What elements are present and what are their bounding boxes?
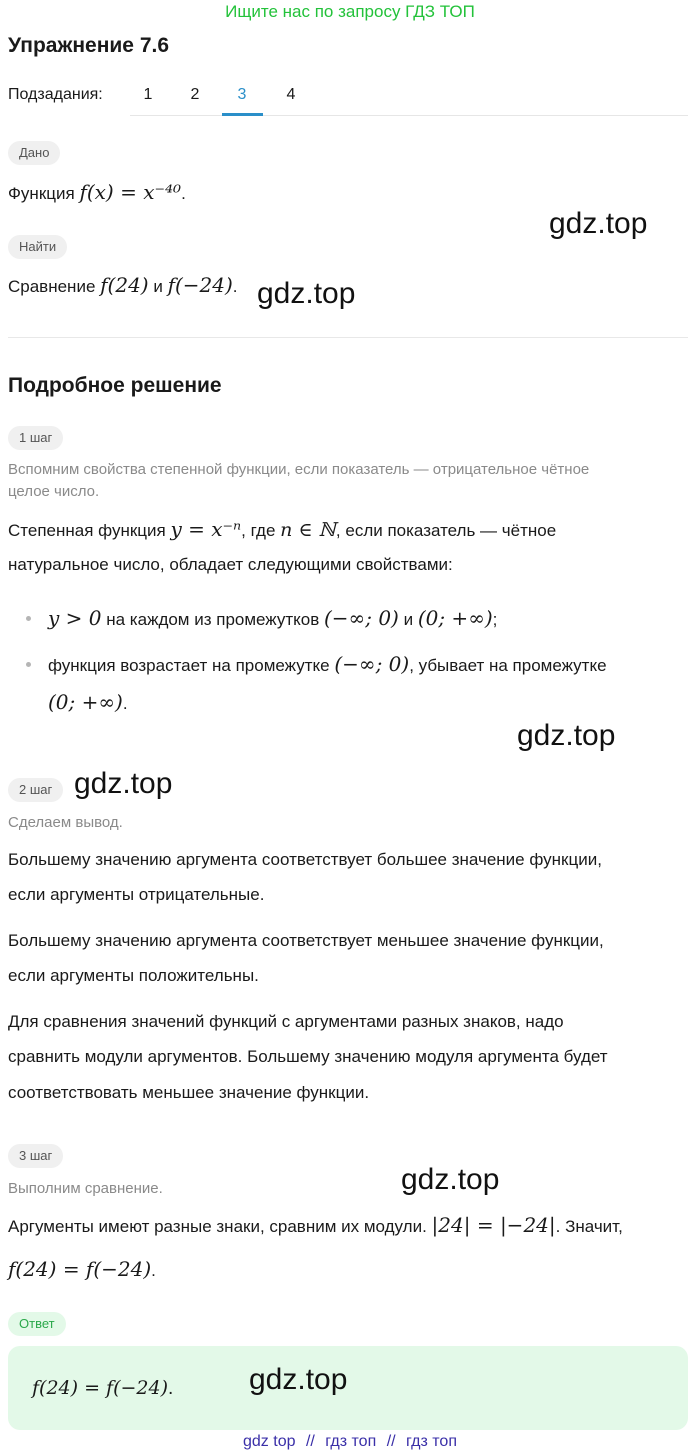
tab-3[interactable]: 3: [237, 86, 247, 103]
solution-title: Подробное решение: [8, 374, 222, 397]
step3-line1-prefix: Аргументы имеют разные знаки, сравним их модули.: [8, 1217, 427, 1236]
answer-pill: Ответ: [8, 1312, 66, 1336]
step3-line1: [8, 1207, 623, 1245]
list-item: [20, 646, 680, 722]
bullet1-end: ;: [492, 610, 498, 629]
step2-line5: Для сравнения значений функций с аргументами разных знаков, надо: [8, 1012, 564, 1031]
step2-line4: если аргументы положительны.: [8, 966, 259, 985]
watermark: gdz.top: [549, 207, 648, 240]
bullet-dot: [26, 662, 31, 667]
step1-formula-y: y = x⁻ⁿ: [170, 517, 242, 541]
step3-result-formula: f(24) = f(−24): [8, 1257, 152, 1281]
bullet1-text: на каждом из промежутков: [106, 610, 320, 629]
answer-box: [8, 1346, 688, 1430]
bullet1-formula: y > 0: [48, 606, 102, 630]
given-pill: Дано: [8, 141, 60, 165]
section-divider: [8, 337, 688, 338]
properties-list: [20, 600, 680, 730]
watermark: gdz.top: [249, 1363, 348, 1396]
answer-suffix: .: [168, 1378, 174, 1399]
step1-formula-n: n ∈ ℕ: [280, 519, 336, 541]
step1-p1: [8, 511, 556, 549]
step3-hint: Выполним сравнение.: [8, 1180, 163, 1197]
list-item: [20, 600, 680, 638]
step2-line1: Большему значению аргумента соответствует большее значение функции,: [8, 850, 602, 869]
find-conj: и: [153, 277, 163, 296]
given-suffix: .: [181, 184, 186, 203]
footer-links: [0, 1430, 700, 1454]
step2-hint: Сделаем вывод.: [8, 814, 123, 831]
tab-4[interactable]: 4: [286, 86, 296, 103]
answer-text: [32, 1370, 173, 1407]
step1-hint-line1: Вспомним свойства степенной функции, если показатель — отрицательное чётное: [8, 461, 590, 478]
bullet1-interval1: (−∞; 0): [324, 606, 399, 630]
footer-separator: //: [386, 1433, 396, 1450]
footer-separator: //: [305, 1433, 315, 1450]
step2-line6: сравнить модули аргументов. Большему значению модуля аргумента будет: [8, 1047, 608, 1066]
step1-p2: натуральное число, обладает следующими свойствами:: [8, 555, 453, 574]
step3-line1-suffix: . Значит,: [555, 1217, 623, 1236]
bullet2-interval2: (0; +∞): [48, 690, 123, 714]
find-f1: f(24): [100, 273, 149, 297]
step1-p1-prefix: Степенная функция: [8, 521, 166, 540]
tab-2[interactable]: 2: [190, 86, 200, 103]
find-suffix: .: [232, 277, 238, 296]
subtasks-nav: [8, 80, 688, 116]
subtasks-label: Подзадания:: [8, 86, 103, 103]
watermark: gdz.top: [74, 767, 173, 800]
bullet2-text1: функция возрастает на промежутке: [48, 656, 330, 675]
footer-link-gdz-top[interactable]: gdz top: [243, 1433, 296, 1450]
bullet2-text2: , убывает на промежутке: [409, 656, 607, 675]
step2-pill: 2 шаг: [8, 778, 63, 802]
answer-formula: f(24) = f(−24): [32, 1377, 168, 1399]
footer-link-gdz-top-ru[interactable]: гдз топ: [325, 1433, 377, 1450]
top-banner[interactable]: Ищите нас по запросу ГДЗ ТОП: [225, 2, 475, 21]
step1-hint-line2: целое число.: [8, 483, 100, 500]
tabs-baseline: [130, 115, 688, 116]
step3-line2-suffix: .: [151, 1261, 156, 1280]
step1-p1-suffix: , если показатель — чётное: [335, 521, 557, 540]
step2-line2: если аргументы отрицательные.: [8, 885, 265, 904]
bullet1-conj: и: [403, 610, 414, 629]
step2-line7: соответствовать меньшее значение функции.: [8, 1083, 370, 1102]
tab-1[interactable]: 1: [143, 86, 153, 103]
watermark: gdz.top: [257, 277, 356, 310]
active-tab-indicator: [222, 113, 263, 116]
footer-link-gdz-top-ru-2[interactable]: гдз топ: [406, 1433, 457, 1450]
given-prefix: Функция: [8, 184, 75, 203]
find-prefix: Сравнение: [8, 277, 96, 296]
step3-pill: 3 шаг: [8, 1144, 63, 1168]
step1-pill: 1 шаг: [8, 426, 63, 450]
watermark: gdz.top: [517, 719, 616, 752]
step1-p1-mid: , где: [241, 521, 276, 540]
find-text: [8, 267, 238, 305]
given-formula: f(x) = x⁻⁴⁰: [79, 180, 182, 204]
bullet-dot: [26, 616, 31, 621]
bullet2-interval1: (−∞; 0): [334, 652, 410, 676]
page-title: Упражнение 7.6: [8, 34, 170, 57]
watermark: gdz.top: [401, 1163, 500, 1196]
bullet1-interval2: (0; +∞): [417, 606, 493, 630]
find-f2: f(−24): [167, 273, 233, 297]
find-pill: Найти: [8, 235, 67, 259]
bullet2-end: .: [122, 694, 128, 713]
step3-modulus-formula: |24| = |−24|: [431, 1213, 556, 1237]
step2-line3: Большему значению аргумента соответствует меньшее значение функции,: [8, 931, 604, 950]
given-text: [8, 174, 186, 212]
step3-line2: [8, 1251, 156, 1289]
